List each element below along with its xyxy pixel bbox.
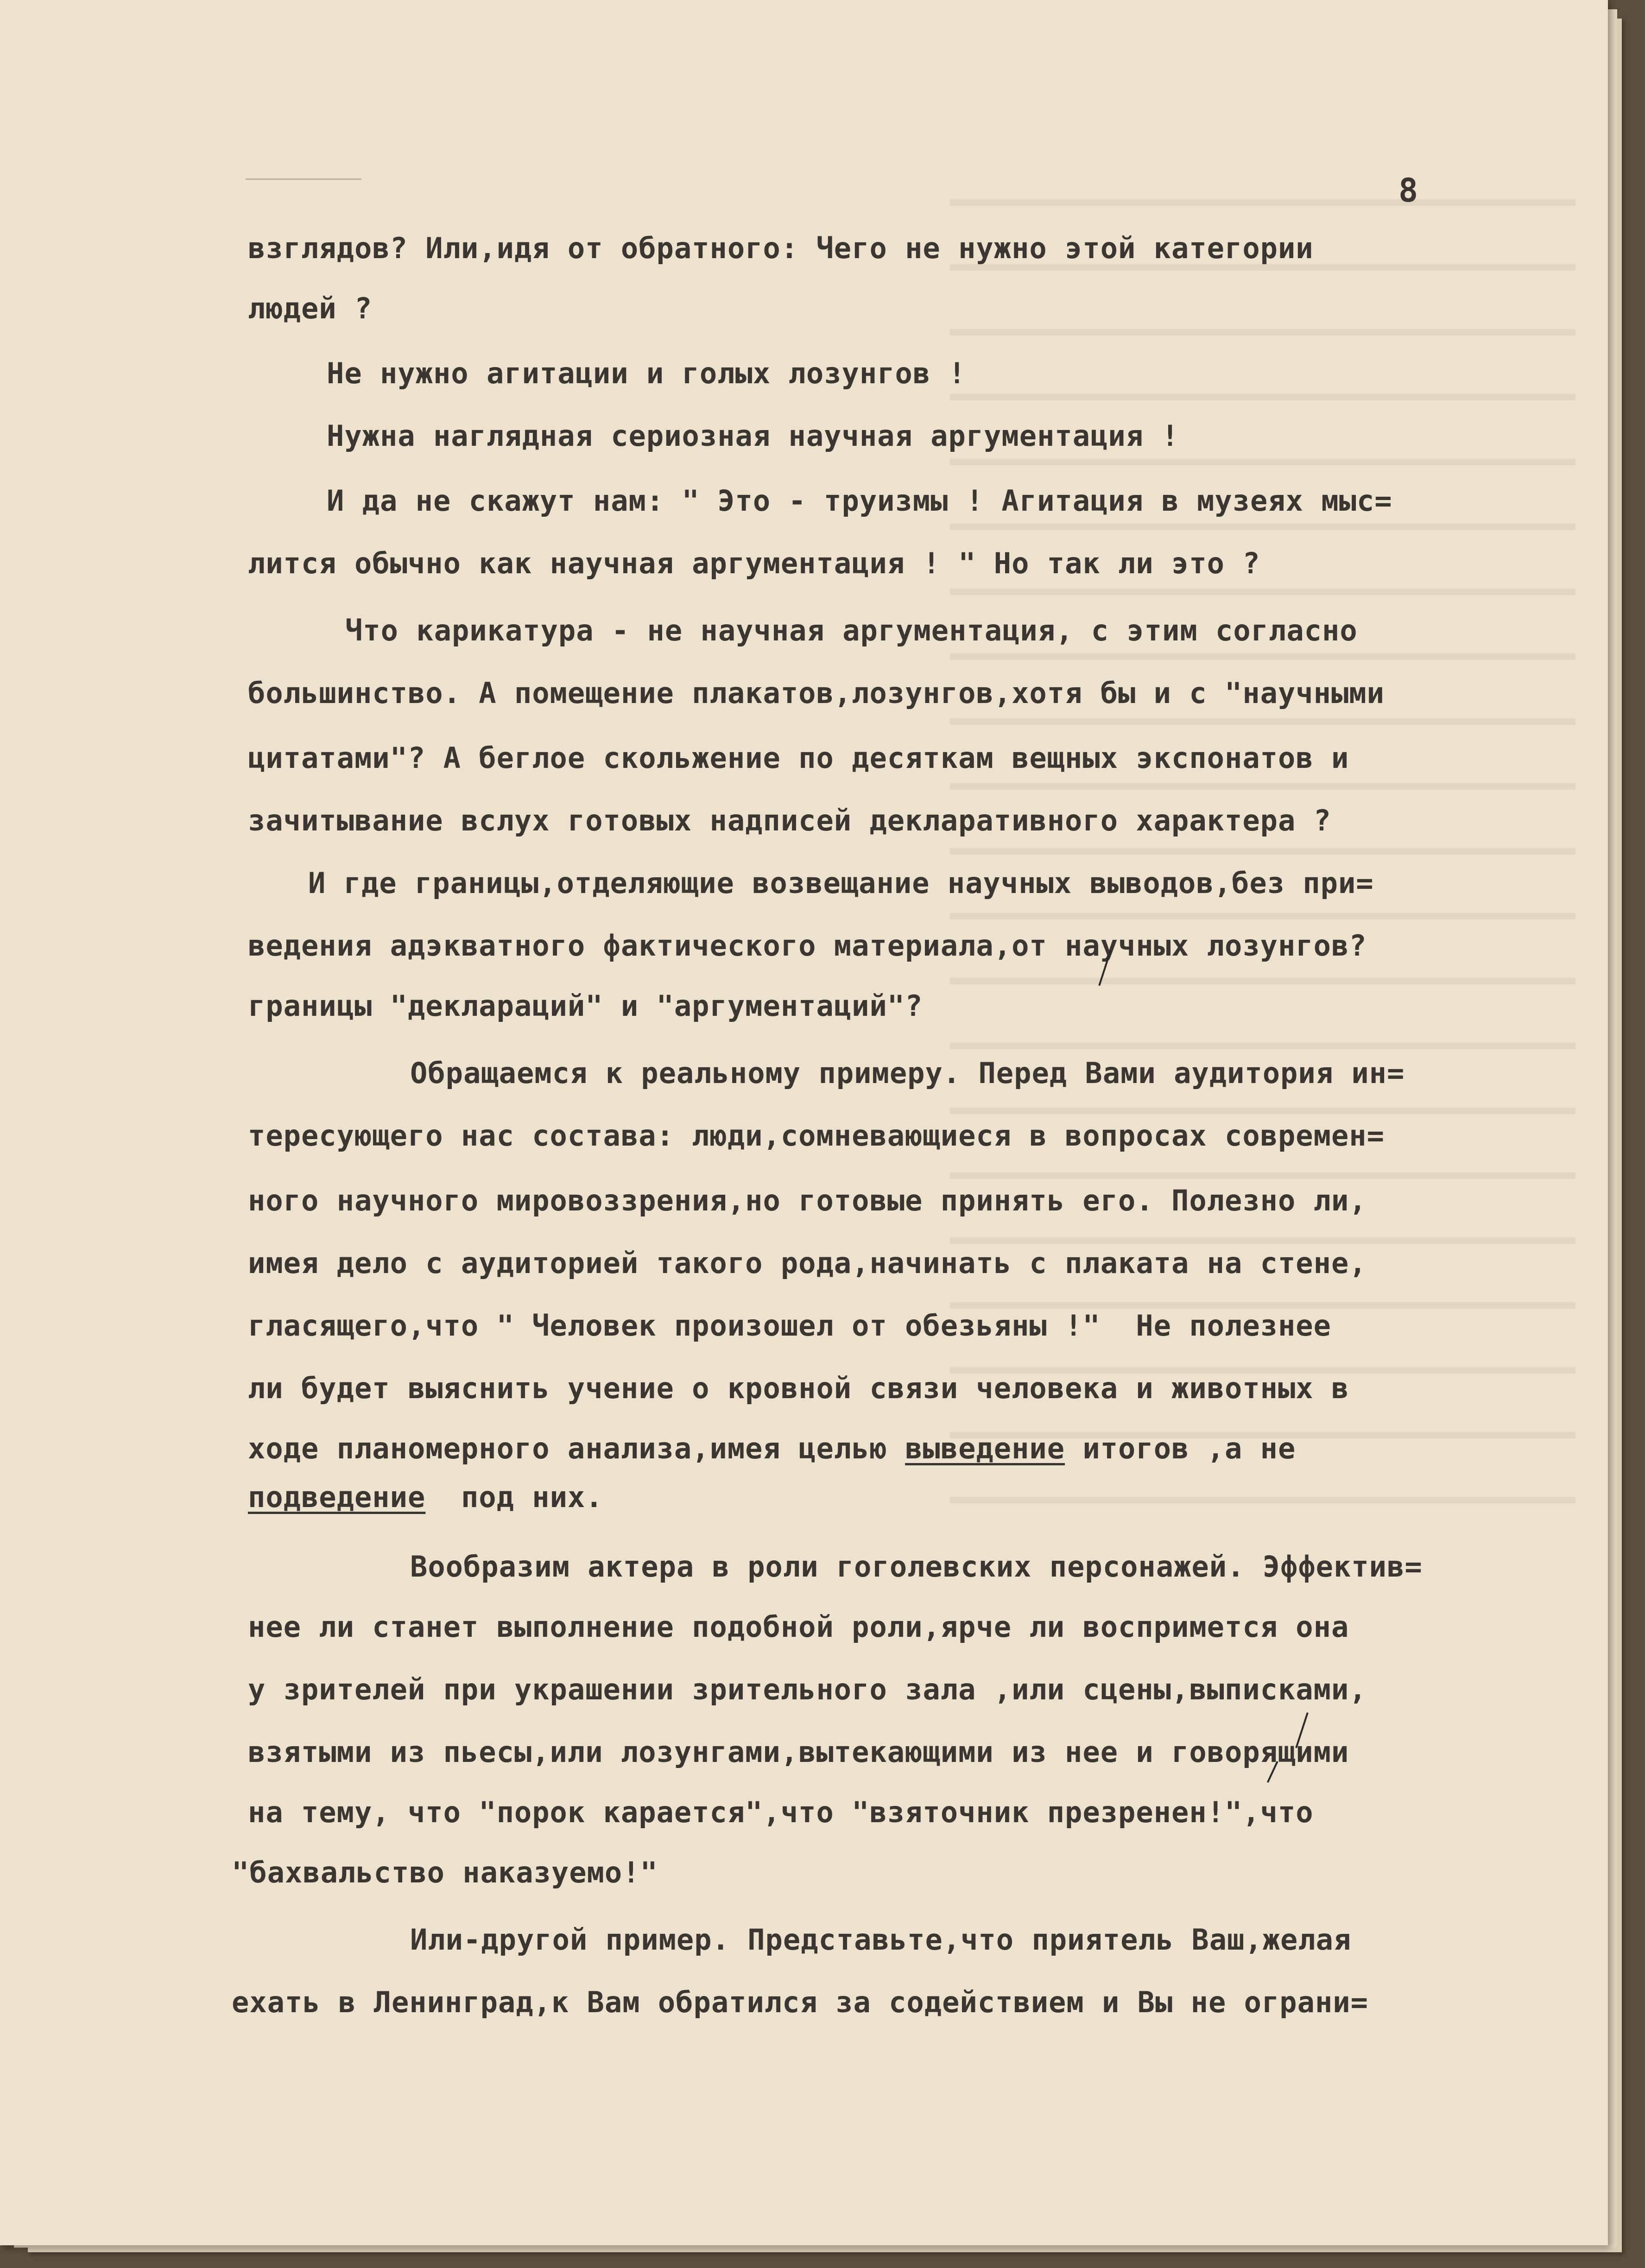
text-line: И где границы,отделяющие возвещание научных выводов,без при=	[308, 866, 1374, 900]
text-line: ведения адэкватного фактического материала,от научных лозунгов?	[248, 929, 1367, 963]
text-line: взглядов? Или,идя от обратного: Чего не нужно этой категории	[248, 231, 1314, 265]
text-line: на тему, что "порок карается",что "взяточник презренен!",что	[248, 1795, 1314, 1829]
text-line: имея дело с аудиторией такого рода,начинать с плаката на стене,	[248, 1246, 1367, 1280]
text-line: Нужна наглядная сериозная научная аргументация !	[327, 419, 1179, 453]
text-line: взятыми из пьесы,или лозунгами,вытекающими из нее и говорящими	[248, 1735, 1349, 1769]
text-line: гласящего,что " Человек произошел от обезьяны !" Не полезнее	[248, 1309, 1331, 1343]
underlined-word: выведение	[905, 1432, 1065, 1465]
text-line: людей ?	[248, 291, 373, 325]
text-line: ного научного мировоззрения,но готовые принять его. Полезно ли,	[248, 1184, 1367, 1217]
text-line: Обращаемся к реальному примеру. Перед Вами аудитория ин=	[410, 1056, 1405, 1090]
page-number: 8	[1398, 171, 1418, 209]
text-line: ли будет выяснить учение о кровной связи человека и животных в	[248, 1371, 1349, 1405]
text-line: Или-другой пример. Представьте,что приятель Ваш,желая	[410, 1923, 1352, 1957]
text-line: "бахвальство наказуемо!"	[232, 1856, 658, 1889]
text-line: цитатами"? А беглое скольжение по десяткам вещных экспонатов и	[248, 741, 1349, 775]
text-line: нее ли станет выполнение подобной роли,ярче ли воспримется она	[248, 1610, 1349, 1644]
text-line	[248, 1434, 1296, 1463]
text-line: лится обычно как научная аргументация ! " Но так ли это ?	[248, 546, 1260, 580]
text-line: Не нужно агитации и голых лозунгов !	[327, 356, 966, 390]
text-line: зачитывание вслух готовых надписей декларативного характера ?	[248, 804, 1331, 837]
underlined-word: подведение	[248, 1480, 426, 1514]
text-segment: ходе планомерного анализа,имея целью	[248, 1432, 887, 1465]
text-line: тересующего нас состава: люди,сомневающиеся в вопросах современ=	[248, 1119, 1385, 1153]
text-line: границы "деклараций" и "аргументаций"?	[248, 989, 923, 1023]
text-line: большинство. А помещение плакатов,лозунгов,хотя бы и с "научными	[248, 676, 1385, 710]
text-segment: итогов ,а не	[1082, 1432, 1296, 1465]
text-line: Вообразим актера в роли гоголевских персонажей. Эффектив=	[410, 1550, 1423, 1584]
text-line: И да не скажут нам: " Это - труизмы ! Агитация в музеях мыс=	[327, 484, 1392, 518]
text-line: ехать в Ленинград,к Вам обратился за содействием и Вы не ограни=	[232, 1985, 1368, 2019]
text-line	[248, 1480, 603, 1514]
text-line: у зрителей при украшении зрительного зала ,или сцены,выписками,	[248, 1672, 1367, 1706]
text-line: Что карикатура - не научная аргументация, с этим согласно	[345, 614, 1358, 647]
text-segment: под них.	[461, 1480, 603, 1514]
